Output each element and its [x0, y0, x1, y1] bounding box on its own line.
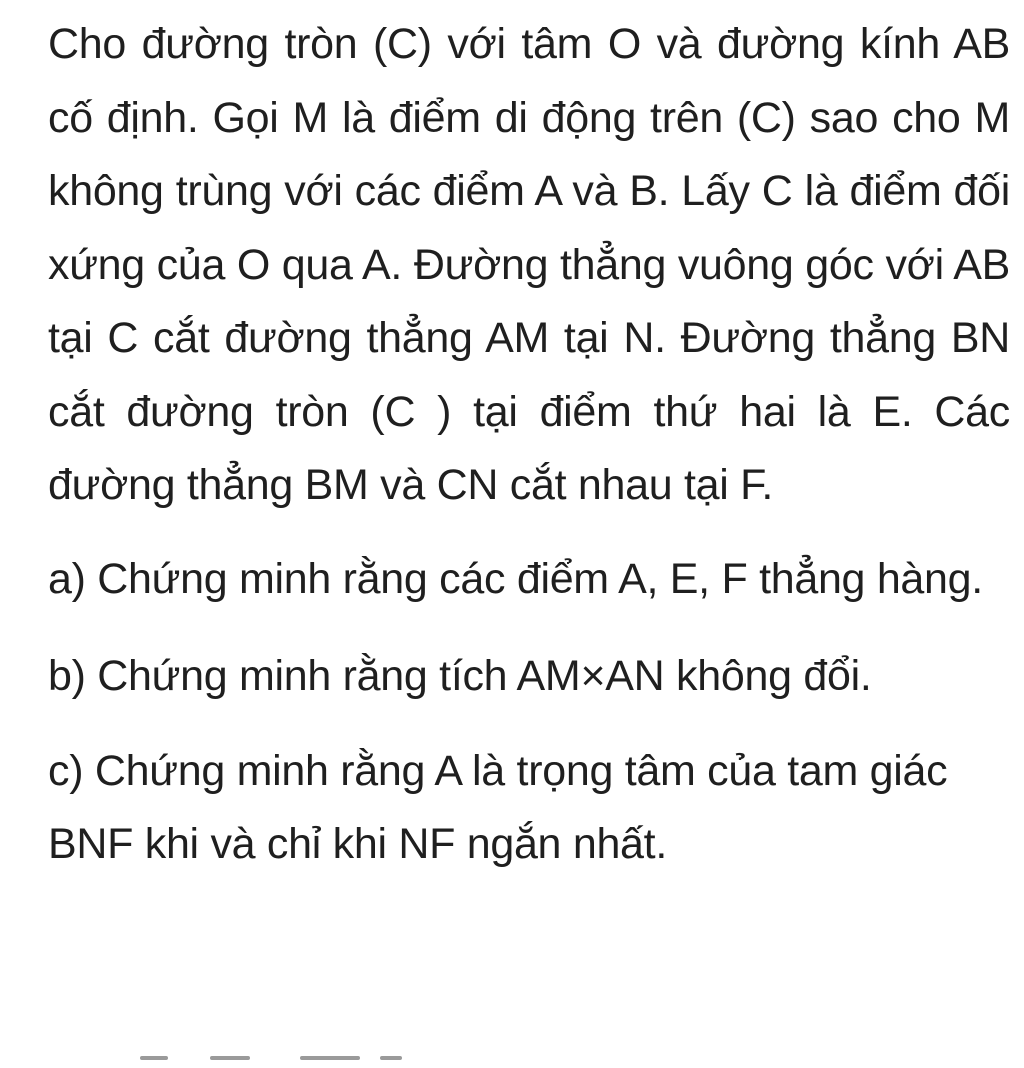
question-part-a: a) Chứng minh rằng các điểm A, E, F thẳng hàng.: [48, 554, 983, 603]
question-part-c: c) Chứng minh rằng A là trọng tâm của tam giác BNF khi và chỉ khi NF ngắn nhất.: [48, 746, 948, 868]
problem-intro: Cho đường tròn (C) với tâm O và đường kính AB cố định. Gọi M là điểm di động trên (C) sao cho M không trùng với các điểm A và B. Lấy C là điểm đối xứng của O qua A. Đường thẳng vuông góc với AB tại C cắt đường thẳng AM tại N. Đường thẳng BN cắt đường tròn (C ) tại điểm thứ hai là E. Các đường thẳng BM và CN cắt nhau tại F.: [48, 20, 1010, 509]
cropped-next-line: [140, 1052, 540, 1068]
question-part-b: b) Chứng minh rằng tích AM×AN không đổi.: [48, 651, 872, 700]
problem-document: [48, 8, 1010, 881]
